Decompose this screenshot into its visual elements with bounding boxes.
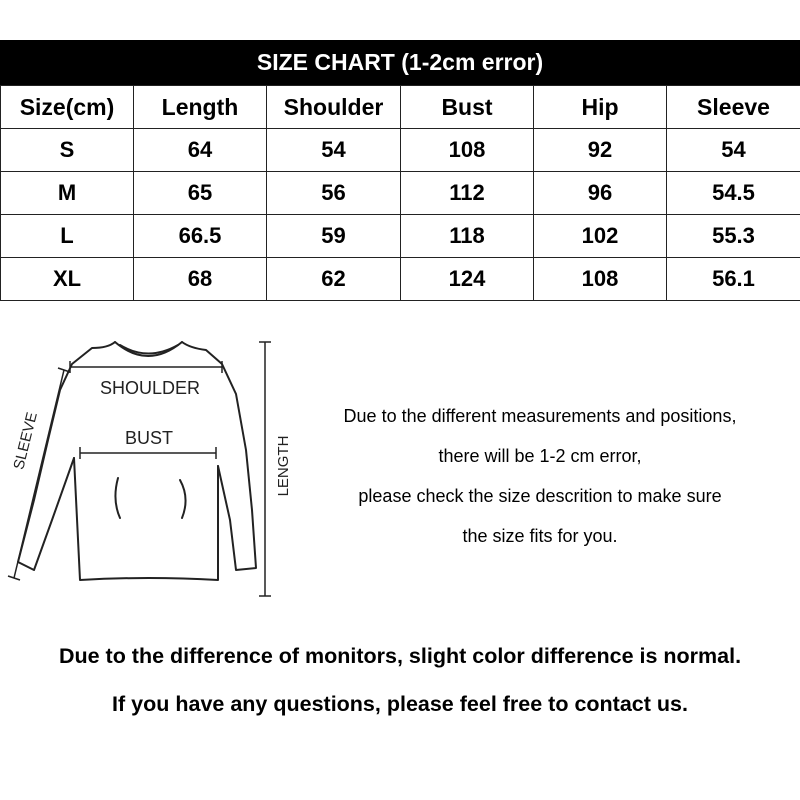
column-header: Shoulder bbox=[267, 86, 401, 129]
contact-notice: If you have any questions, please feel free to contact us. bbox=[112, 692, 688, 716]
column-header: Hip bbox=[534, 86, 667, 129]
table-cell: 55.3 bbox=[667, 215, 800, 258]
note-line: Due to the different measurements and positions, bbox=[343, 406, 737, 426]
table-cell: 54.5 bbox=[667, 172, 800, 215]
column-header: Length bbox=[134, 86, 267, 129]
table-row bbox=[1, 129, 800, 172]
shoulder-measure-line bbox=[70, 361, 222, 373]
bust-label: BUST bbox=[124, 428, 174, 448]
table-cell: 54 bbox=[667, 129, 800, 172]
table-cell: M bbox=[1, 172, 134, 215]
sleeve-label: SLEEVE bbox=[10, 410, 41, 472]
note-line: the size fits for you. bbox=[462, 526, 618, 546]
table-cell: 96 bbox=[534, 172, 667, 215]
table-cell: 64 bbox=[134, 129, 267, 172]
garment-measurement-diagram bbox=[0, 330, 300, 610]
measurement-note bbox=[300, 396, 780, 556]
table-cell: 108 bbox=[401, 129, 534, 172]
table-cell: 56 bbox=[267, 172, 401, 215]
table-cell: 56.1 bbox=[667, 258, 800, 301]
note-line: there will be 1-2 cm error, bbox=[438, 446, 642, 466]
table-row bbox=[1, 172, 800, 215]
column-header: Size(cm) bbox=[1, 86, 134, 129]
bust-measure-line bbox=[80, 447, 216, 459]
sleeve-measure-line bbox=[8, 368, 70, 580]
table-cell: 102 bbox=[534, 215, 667, 258]
table-cell: 54 bbox=[267, 129, 401, 172]
table-cell: 118 bbox=[401, 215, 534, 258]
table-cell: 65 bbox=[134, 172, 267, 215]
table-cell: XL bbox=[1, 258, 134, 301]
note-line: please check the size descrition to make sure bbox=[358, 486, 722, 506]
table-cell: 108 bbox=[534, 258, 667, 301]
shoulder-label: SHOULDER bbox=[99, 378, 201, 398]
length-measure-line bbox=[259, 342, 271, 596]
table-header-row bbox=[1, 86, 800, 129]
column-header: Sleeve bbox=[667, 86, 800, 129]
table-cell: 112 bbox=[401, 172, 534, 215]
table-cell: 68 bbox=[134, 258, 267, 301]
table-cell: S bbox=[1, 129, 134, 172]
length-label: LENGTH bbox=[275, 435, 292, 497]
table-cell: 62 bbox=[267, 258, 401, 301]
size-chart-table bbox=[0, 85, 800, 301]
table-cell: 124 bbox=[401, 258, 534, 301]
table-cell: 66.5 bbox=[134, 215, 267, 258]
size-chart-title: SIZE CHART (1-2cm error) bbox=[0, 40, 800, 85]
table-cell: 92 bbox=[534, 129, 667, 172]
table-row bbox=[1, 215, 800, 258]
table-cell: L bbox=[1, 215, 134, 258]
column-header: Bust bbox=[401, 86, 534, 129]
color-difference-notice: Due to the difference of monitors, slight color difference is normal. bbox=[58, 644, 742, 668]
table-cell: 59 bbox=[267, 215, 401, 258]
table-row bbox=[1, 258, 800, 301]
